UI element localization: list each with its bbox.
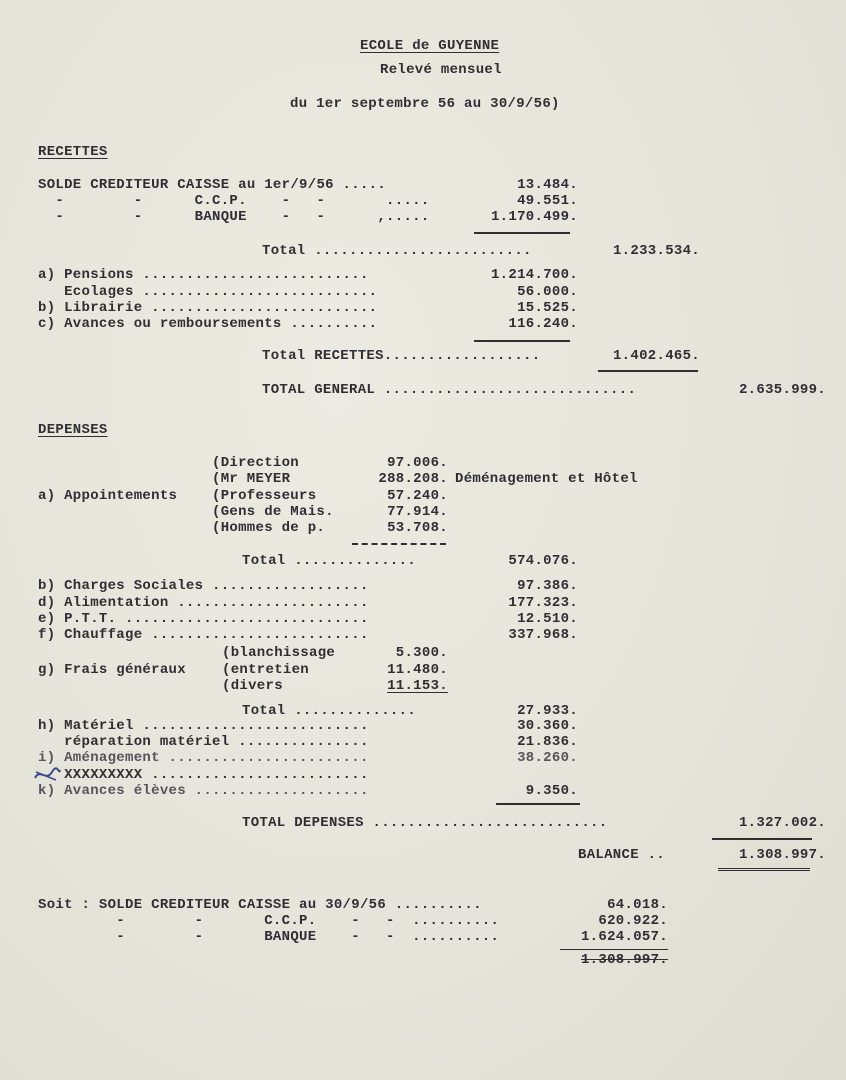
report-period: du 1er septembre 56 au 30/9/56) bbox=[290, 96, 560, 112]
depense-item-label: h) Matériel .......................... bbox=[38, 718, 369, 734]
depense-item-value: 337.968. bbox=[508, 627, 578, 643]
recette-item-label: a) Pensions .......................... bbox=[38, 267, 369, 283]
depenses-heading: DEPENSES bbox=[38, 422, 108, 438]
underline-rule bbox=[474, 232, 570, 234]
appointement-value: 288.208. bbox=[378, 471, 448, 487]
appointement-value: 53.708. bbox=[387, 520, 448, 536]
total-label: Total ......................... bbox=[262, 243, 532, 259]
school-title: ECOLE de GUYENNE bbox=[360, 38, 500, 54]
total-recettes-label: Total RECETTES.................. bbox=[262, 348, 541, 364]
appointements-total-label: Total .............. bbox=[242, 553, 417, 569]
frais-generaux-label: g) Frais généraux bbox=[38, 662, 186, 678]
soit-row-value: 1.624.057. bbox=[580, 929, 668, 945]
depense-item-label: f) Chauffage ......................... bbox=[38, 627, 369, 643]
appointement-note: Déménagement et Hôtel bbox=[455, 471, 638, 487]
depense-item-label: b) Charges Sociales .................. bbox=[38, 578, 369, 594]
struck-item-label: XXXXXXXXX ......................... bbox=[38, 767, 369, 783]
underline-rule bbox=[598, 370, 698, 372]
solde-row-value: 49.551. bbox=[517, 193, 578, 209]
recette-item-value: 116.240. bbox=[508, 316, 578, 332]
depense-item-value: 177.323. bbox=[508, 595, 578, 611]
report-subtitle: Relevé mensuel bbox=[380, 62, 502, 78]
frais-label: (divers bbox=[222, 678, 283, 694]
solde-row-value: 13.484. bbox=[517, 177, 578, 193]
appointement-value: 97.006. bbox=[387, 455, 448, 471]
depense-item-label: k) Avances élèves .................... bbox=[38, 783, 369, 799]
appointements-label: a) Appointements bbox=[38, 488, 178, 504]
frais-label: (entretien bbox=[222, 662, 310, 678]
balance-value: 1.308.997. bbox=[738, 847, 826, 863]
frais-total-label: Total .............. bbox=[242, 703, 417, 719]
frais-value: 11.153. bbox=[387, 678, 448, 694]
recette-item-value: 15.525. bbox=[517, 300, 578, 316]
total-value: 1.233.534. bbox=[612, 243, 700, 259]
recette-item-label: c) Avances ou remboursements .......... bbox=[38, 316, 378, 332]
pen-scribble-icon bbox=[32, 766, 62, 784]
frais-total-value: 27.933. bbox=[517, 703, 578, 719]
soit-total-value: 1.308.997. bbox=[580, 952, 668, 968]
underline-rule bbox=[352, 543, 446, 545]
soit-row-label: - - C.C.P. - - .......... bbox=[38, 913, 500, 929]
appointement-label: (Direction bbox=[212, 455, 300, 471]
underline-rule bbox=[560, 949, 668, 950]
solde-row-label: SOLDE CREDITEUR CAISSE au 1er/9/56 ..... bbox=[38, 177, 387, 193]
depense-item-label: d) Alimentation ...................... bbox=[38, 595, 369, 611]
total-general-label: TOTAL GENERAL ............................. bbox=[262, 382, 637, 398]
depense-item-label: i) Aménagement ....................... bbox=[38, 750, 369, 766]
depense-item-label: e) P.T.T. ............................ bbox=[38, 611, 369, 627]
solde-row-value: 1.170.499. bbox=[490, 209, 578, 225]
frais-value: 11.480. bbox=[387, 662, 448, 678]
recettes-heading: RECETTES bbox=[38, 144, 108, 160]
soit-row-label: - - BANQUE - - .......... bbox=[38, 929, 500, 945]
appointement-label: (Professeurs bbox=[212, 488, 317, 504]
total-recettes-value: 1.402.465. bbox=[612, 348, 700, 364]
recette-item-label: Ecolages ........................... bbox=[38, 284, 378, 300]
depense-item-value: 38.260. bbox=[517, 750, 578, 766]
underline-rule bbox=[712, 838, 812, 840]
appointement-label: (Mr MEYER bbox=[212, 471, 291, 487]
depense-item-value: 12.510. bbox=[517, 611, 578, 627]
solde-row-label: - - BANQUE - - ,..... bbox=[38, 209, 430, 225]
total-depenses-label: TOTAL DEPENSES ........................... bbox=[242, 815, 608, 831]
underline-rule bbox=[474, 340, 570, 342]
appointement-label: (Hommes de p. bbox=[212, 520, 326, 536]
appointements-total-value: 574.076. bbox=[508, 553, 578, 569]
depense-item-value: 21.836. bbox=[517, 734, 578, 750]
recette-item-value: 56.000. bbox=[517, 284, 578, 300]
total-depenses-value: 1.327.002. bbox=[738, 815, 826, 831]
appointement-label: (Gens de Mais. bbox=[212, 504, 334, 520]
recette-item-label: b) Librairie .......................... bbox=[38, 300, 378, 316]
appointement-value: 57.240. bbox=[387, 488, 448, 504]
total-general-value: 2.635.999. bbox=[738, 382, 826, 398]
soit-row-label: Soit : SOLDE CREDITEUR CAISSE au 30/9/56 .......... bbox=[38, 897, 482, 913]
depense-item-value: 30.360. bbox=[517, 718, 578, 734]
underline-rule bbox=[496, 803, 580, 805]
frais-label: (blanchissage bbox=[222, 645, 336, 661]
solde-row-label: - - C.C.P. - - ..... bbox=[38, 193, 430, 209]
soit-row-value: 64.018. bbox=[607, 897, 668, 913]
double-underline-rule bbox=[718, 868, 810, 871]
depense-item-label: réparation matériel ............... bbox=[38, 734, 369, 750]
depense-item-value: 97.386. bbox=[517, 578, 578, 594]
recette-item-value: 1.214.700. bbox=[490, 267, 578, 283]
depense-item-value: 9.350. bbox=[525, 783, 578, 799]
appointement-value: 77.914. bbox=[387, 504, 448, 520]
soit-row-value: 620.922. bbox=[598, 913, 668, 929]
frais-value: 5.300. bbox=[395, 645, 448, 661]
balance-label: BALANCE .. bbox=[578, 847, 666, 863]
